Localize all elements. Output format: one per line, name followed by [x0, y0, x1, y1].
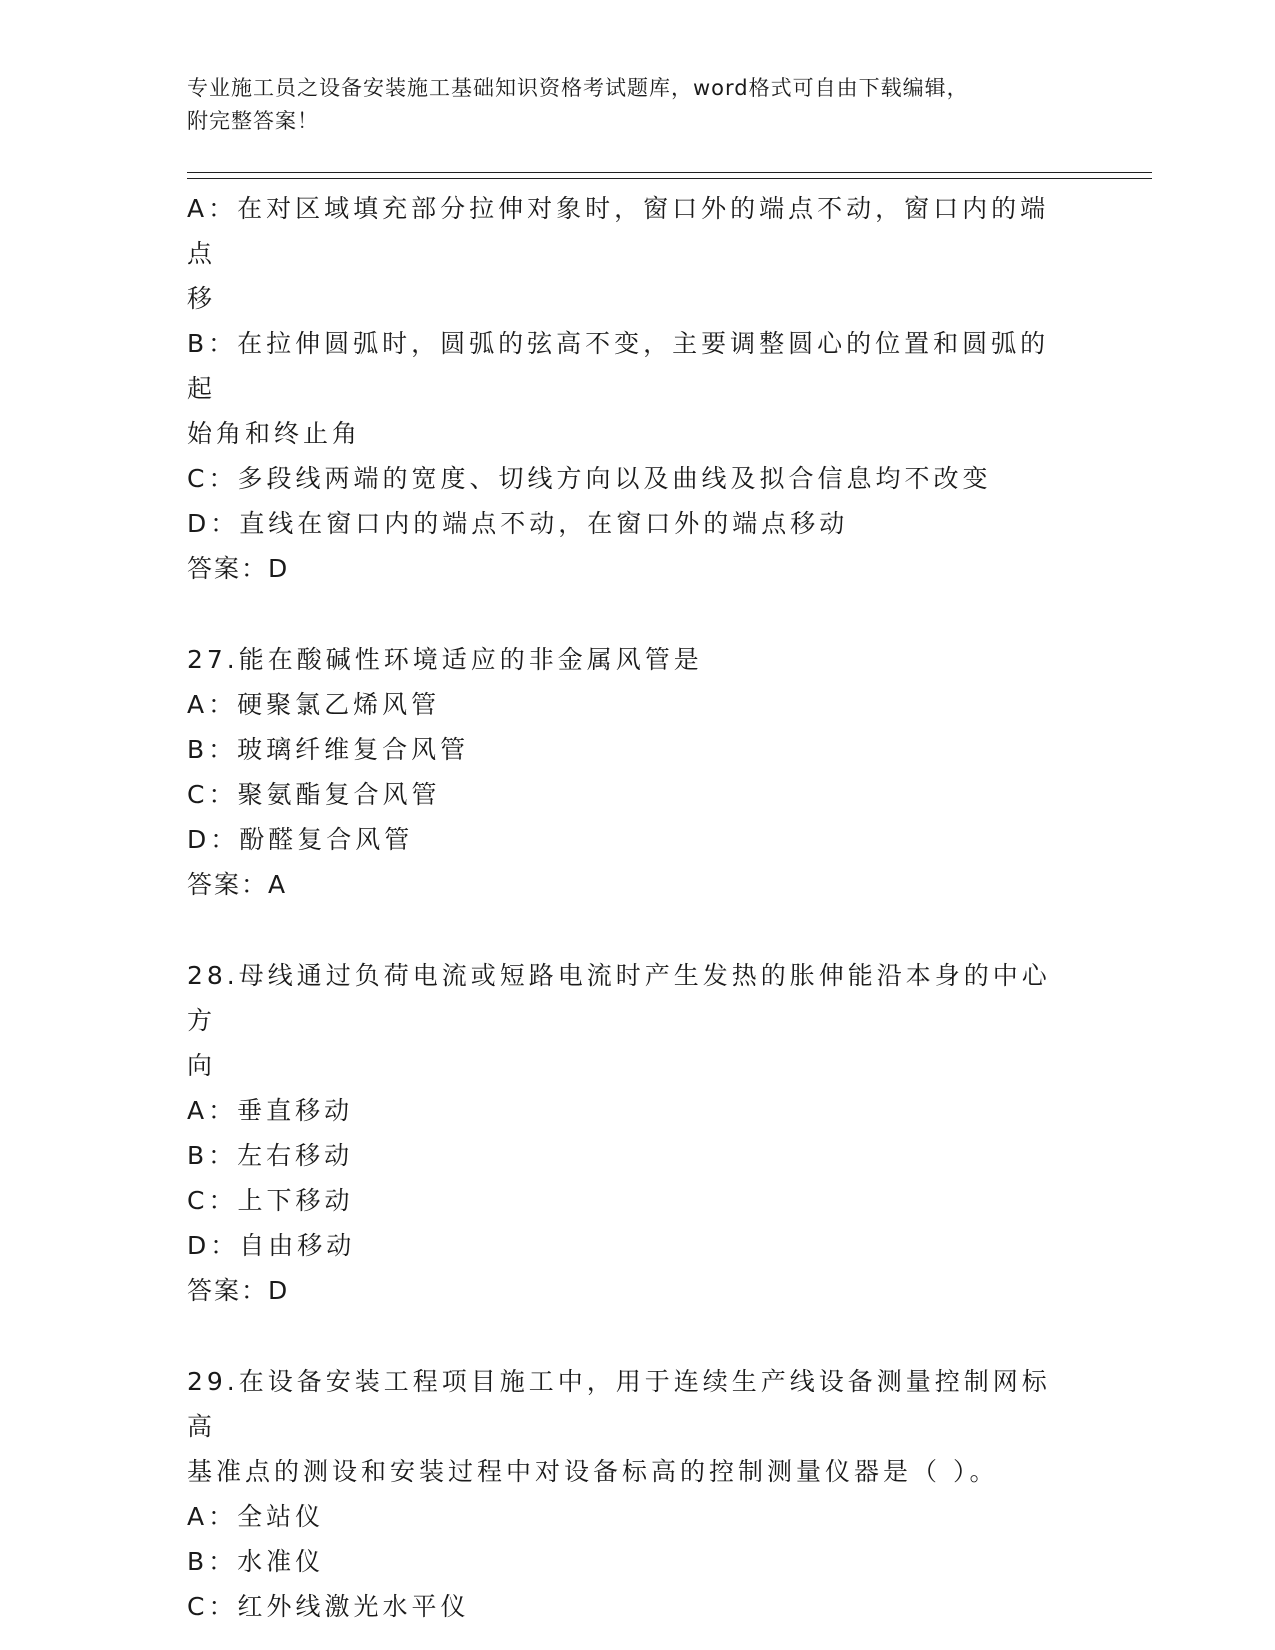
question-text: 基准点的测设和安装过程中对设备标高的控制测量仪器是（ ）。: [187, 1457, 999, 1486]
option-text: 移: [187, 284, 217, 313]
option-text: B：水准仪: [187, 1547, 325, 1576]
option-text: D：自由移动: [187, 1231, 356, 1260]
question-block-28: [187, 953, 1067, 1313]
answer-line: 答案：A: [187, 870, 288, 899]
option-text: B：玻璃纤维复合风管: [187, 735, 470, 764]
question-text: 向: [187, 1051, 217, 1080]
question-text: 29.在设备安装工程项目施工中，用于连续生产线设备测量控制网标高: [187, 1367, 1051, 1441]
option-text: C：红外线激光水平仪: [187, 1592, 470, 1621]
question-text: 27.能在酸碱性环境适应的非金属风管是: [187, 645, 703, 674]
option-text: 始角和终止角: [187, 419, 362, 448]
option-text: C：聚氨酯复合风管: [187, 780, 441, 809]
document-header: [187, 72, 1087, 138]
option-text: D：酚醛复合风管: [187, 825, 414, 854]
option-text: C：多段线两端的宽度、切线方向以及曲线及拟合信息均不改变: [187, 464, 992, 493]
question-block-26: [187, 186, 1067, 591]
option-text: A：硬聚氯乙烯风管: [187, 690, 441, 719]
header-line-2: 附完整答案！: [187, 109, 319, 133]
option-text: D：直线在窗口内的端点不动，在窗口外的端点移动: [187, 509, 849, 538]
answer-line: 答案：D: [187, 554, 290, 583]
option-text: B：在拉伸圆弧时，圆弧的弦高不变，主要调整圆心的位置和圆弧的起: [187, 329, 1050, 403]
option-text: A：垂直移动: [187, 1096, 354, 1125]
question-text: 28.母线通过负荷电流或短路电流时产生发热的胀伸能沿本身的中心方: [187, 961, 1051, 1035]
header-rule-bottom: [187, 178, 1152, 179]
option-text: B：左右移动: [187, 1141, 354, 1170]
question-block-29: [187, 1359, 1067, 1629]
header-line-1: 专业施工员之设备安装施工基础知识资格考试题库，word格式可自由下载编辑，: [187, 76, 969, 100]
option-text: A：全站仪: [187, 1502, 325, 1531]
option-text: C：上下移动: [187, 1186, 354, 1215]
question-block-27: [187, 637, 1067, 907]
header-rule-top: [187, 172, 1152, 173]
question-list: [187, 186, 1067, 1629]
option-text: A：在对区域填充部分拉伸对象时，窗口外的端点不动，窗口内的端点: [187, 194, 1050, 268]
answer-line: 答案：D: [187, 1276, 290, 1305]
